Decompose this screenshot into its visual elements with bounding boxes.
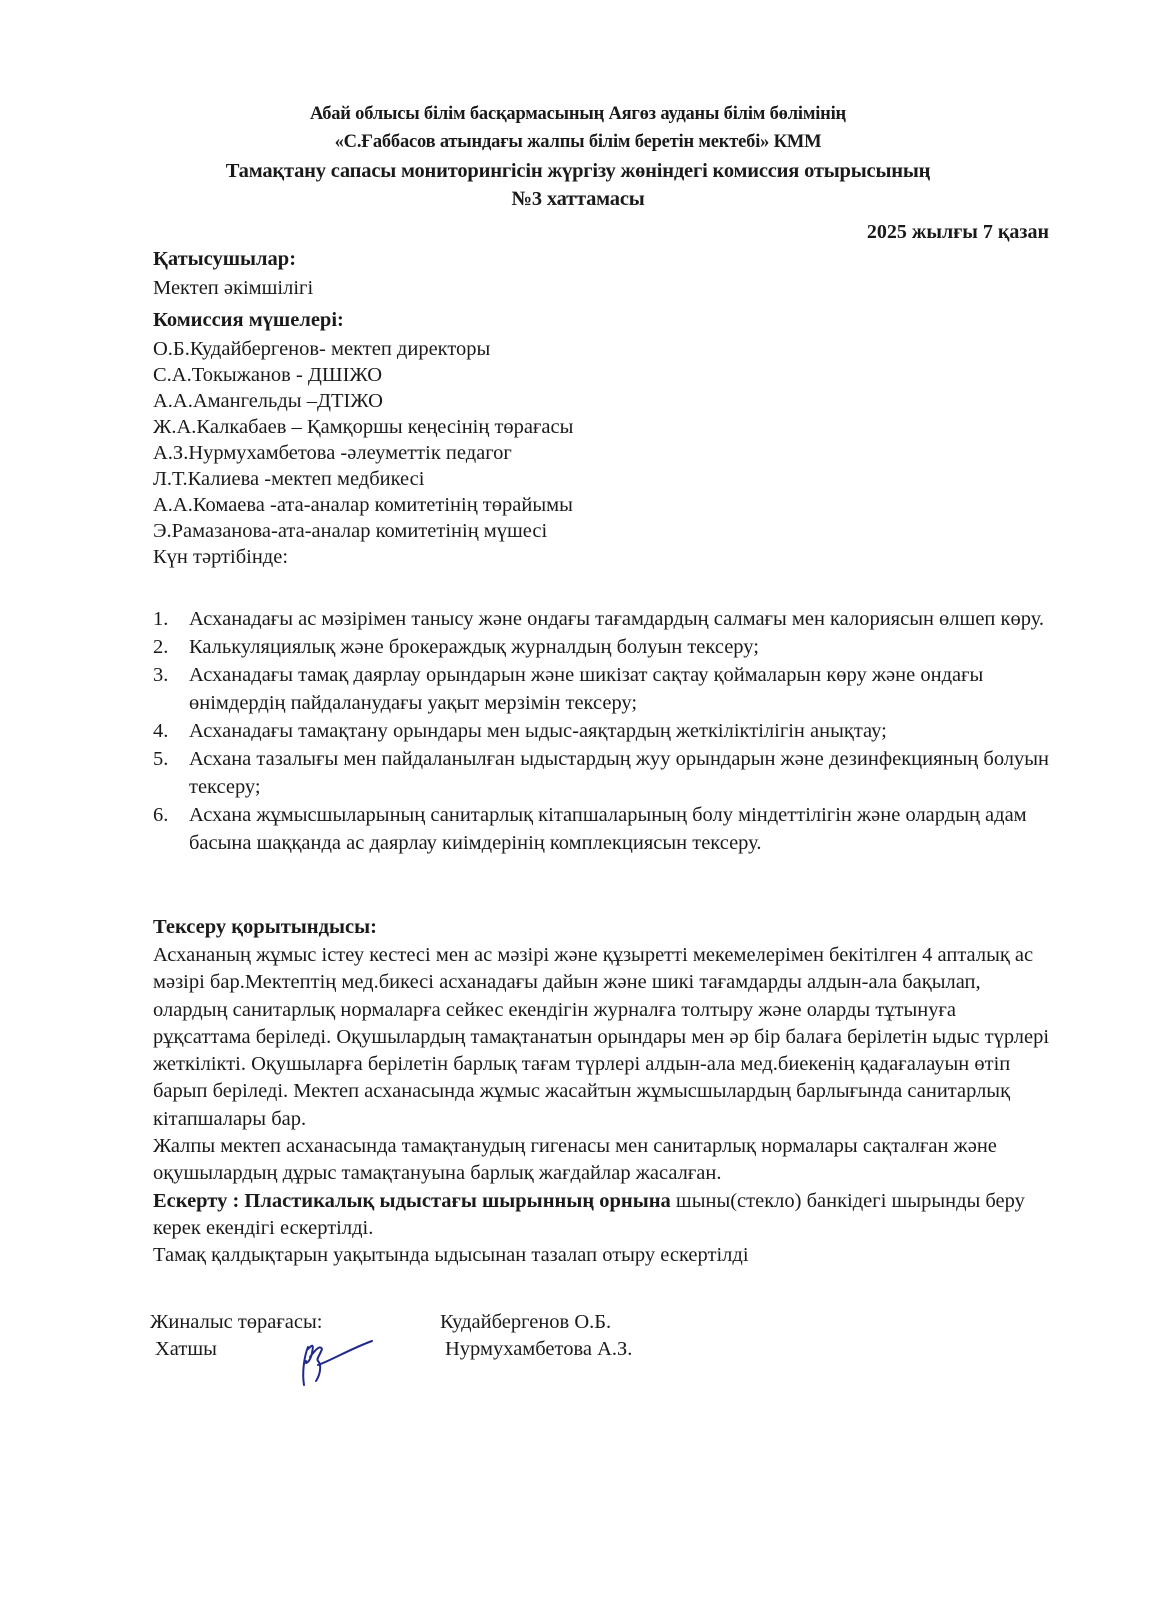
participants-group: Мектеп әкімшілігі: [153, 277, 314, 299]
handwritten-signature: [290, 1335, 380, 1390]
document-date: 2025 жылғы 7 қазан: [866, 221, 1049, 243]
header-school: «С.Ғаббасов атындағы жалпы білім беретін мектебі» КММ: [334, 132, 822, 152]
commission-member: С.А.Токыжанов - ДШІЖО: [153, 364, 383, 386]
commission-member: О.Б.Кудайбергенов- мектеп директоры: [153, 338, 491, 360]
agenda-item: [153, 801, 1053, 857]
agenda-list: [153, 605, 1053, 857]
commission-member: Л.Т.Калиева -мектеп медбикесі: [153, 468, 425, 490]
commission-member: А.З.Нурмухамбетова -әлеуметтік педагог: [153, 442, 512, 464]
agenda-item-number: 6.: [153, 804, 169, 826]
header-protocol-number: №3 хаттамасы: [511, 188, 645, 210]
agenda-item-text: Асханадағы тамақ даярлау орындарын және шикізат сақтау қоймаларын көру және ондағы өнімдердің пайдаланудағы уақыт мерзімін тексеру;: [189, 664, 984, 714]
agenda-heading: Күн тәртібінде:: [153, 546, 289, 568]
agenda-item: [153, 605, 1053, 633]
agenda-item-number: 3.: [153, 664, 169, 686]
agenda-item-text: Асханадағы тамақтану орындары мен ыдыс-аяқтардың жеткіліктілігін анықтау;: [189, 720, 887, 742]
note-text: шыны(стекло) банкідегі шырынды беру керек екендігі ескертілді.: [153, 1189, 1025, 1239]
results-note: [153, 1188, 1053, 1243]
commission-heading: Комиссия мүшелері:: [153, 309, 344, 331]
agenda-item: [153, 745, 1053, 801]
agenda-item-text: Асхана жұмысшыларының санитарлық кітапшаларының болу міндеттілігін және олардың адам басына шаққанда ас даярлау киімдерінің комплекциясын тексеру.: [189, 804, 1027, 854]
chair-label: Жиналыс төрағасы:: [150, 1311, 323, 1333]
results-body: Асхананың жұмыс істеу кестесі мен ас мәзірі және құзыретті мекемелерімен бекітілген 4 апталық ас мәзірі бар.Мектептің мед.бикесі асханадағы дайын және шикі тағамдарды алдын-ала бақылап, олардың санитарлық нормаларға сейкес екендігін журналға толтыру және оларды тұтынуға рұқсаттама беріледі. Оқушылардың тамақтанатын орындары мен әр бір балаға берілетін ыдыс түрлері жеткілікті. Оқушыларға берілетін барлық тағам түрлері алдын-ала мед.биекенің қадағалауын өтіп барып беріледі. Мектеп асханасында жұмыс жасайтын жұмысшылардың барлығында санитарлық кітапшалары бар.: [153, 944, 1050, 1130]
commission-member: Э.Рамазанова-ата-аналар комитетінің мүшесі: [153, 520, 548, 542]
agenda-item: [153, 633, 1053, 661]
agenda-item: [153, 661, 1053, 717]
agenda-item-text: Калькуляциялық және брокераждық журналдың болуын тексеру;: [189, 636, 759, 658]
agenda-item-number: 2.: [153, 636, 169, 658]
participants-heading: Қатысушылар:: [153, 248, 297, 270]
agenda-item-number: 1.: [153, 608, 169, 630]
commission-member: А.А.Амангельды –ДТІЖО: [153, 390, 383, 412]
secretary-name: Нурмухамбетова А.З.: [445, 1338, 633, 1360]
results-summary: Жалпы мектеп асханасында тамақтанудың гигенасы мен санитарлық нормалары сақталған және оқушылардың дұрыс тамақтануына барлық жағдайлар жасалған.: [153, 1135, 997, 1185]
agenda-item-number: 5.: [153, 748, 169, 770]
agenda-item-number: 4.: [153, 720, 169, 742]
secretary-label: Хатшы: [155, 1338, 217, 1360]
signature-stroke: [303, 1341, 372, 1385]
commission-member: А.А.Комаева -ата-аналар комитетінің төрайымы: [153, 494, 573, 516]
note-label: Ескерту : Пластикалық ыдыстағы шырынның орнына: [153, 1189, 671, 1212]
results-section: [153, 942, 1053, 1270]
agenda-item: [153, 717, 1053, 745]
agenda-item-text: Асханадағы ас мәзірімен танысу және ондағы тағамдардың салмағы мен калориясын өлшеп көру.: [189, 608, 1045, 630]
header-organization: Абай облысы білім басқармасының Аягөз ауданы білім бөлімінің: [309, 104, 847, 124]
chair-name: Кудайбергенов О.Б.: [440, 1311, 612, 1333]
results-heading: Тексеру қорытындысы:: [153, 916, 377, 938]
commission-member: Ж.А.Калкабаев – Қамқоршы кеңесінің төрағасы: [153, 416, 574, 438]
agenda-item-text: Асхана тазалығы мен пайдаланылған ыдыстардың жуу орындарын және дезинфекцияның болуын тексеру;: [189, 748, 1050, 798]
header-commission: Тамақтану сапасы мониторингісін жүргізу жөніндегі комиссия отырысының: [225, 160, 931, 182]
results-note-2: Тамақ қалдықтарын уақытында ыдысынан тазалап отыру ескертілді: [153, 1244, 749, 1267]
